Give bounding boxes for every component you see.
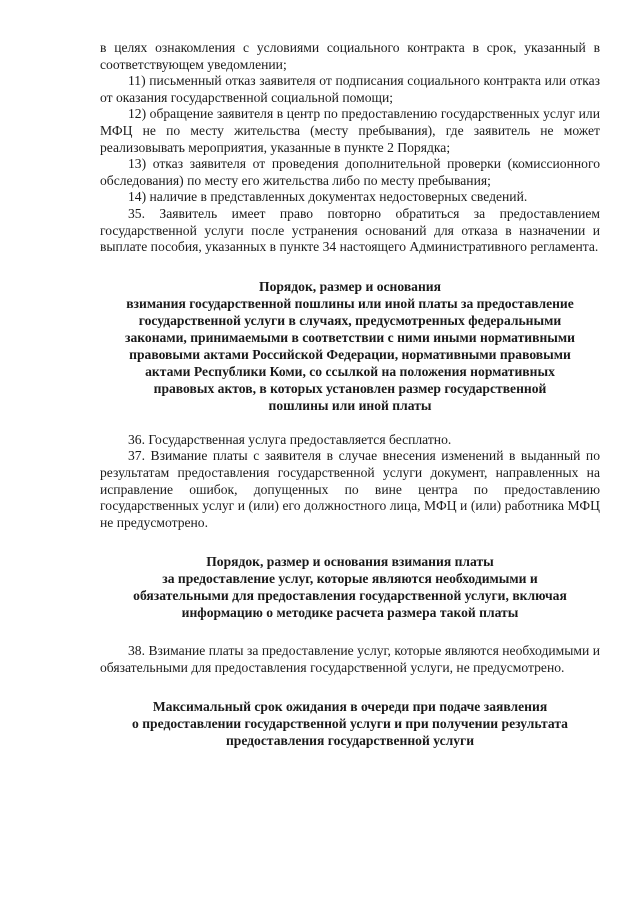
paragraph-35: 35. Заявитель имеет право повторно обратиться за предоставлением государственной услуги после устранения оснований для отказа в назначении и выплате пособия, указанных в пункте 34 настоящего Административного регламента. xyxy=(100,205,600,255)
heading-line: Максимальный срок ожидания в очереди при подаче заявления xyxy=(152,699,548,715)
heading-line: взимания государственной пошлины или иной платы за предоставление xyxy=(126,295,574,311)
heading-line: правовыми актами Российской Федерации, нормативными правовыми xyxy=(129,346,571,362)
list-item-13: 13) отказ заявителя от проведения дополнительной проверки (комиссионного обследования) по месту его жительства либо по месту пребывания; xyxy=(100,156,600,188)
heading-line: правовых актов, в которых установлен размер государственной xyxy=(153,380,547,396)
heading-line: Порядок, размер и основания взимания платы xyxy=(206,554,494,570)
list-item-12: 12) обращение заявителя в центр по предоставлению государственных услуг или МФЦ не по месту жительства (месту пребывания), где заявитель не может реализовывать мероприятия, указанные в пункте 2 Порядка; xyxy=(100,106,600,155)
paragraph-37: 37. Взимание платы с заявителя в случае внесения изменений в выданный по результатам предоставления государственной услуги документ, направленных на исправление ошибок, допущенных по вине центра по предоставлению государственных услуг и (или) его должностного лица, МФЦ и (или) работника МФЦ не предусмотрено. xyxy=(100,448,600,530)
heading-line: Порядок, размер и основания xyxy=(259,278,441,294)
heading-line: информацию о методике расчета размера такой платы xyxy=(181,605,519,621)
list-item-11: 11) письменный отказ заявителя от подписания социального контракта или отказ от оказания государственной социальной помощи; xyxy=(100,73,600,105)
paragraph-continuation: в целях ознакомления с условиями социального контракта в срок, указанный в соответствующем уведомлении; xyxy=(100,40,600,72)
list-item-14: 14) наличие в представленных документах недостоверных сведений. xyxy=(128,189,528,205)
heading-line: за предоставление услуг, которые являются необходимыми и xyxy=(162,571,538,587)
heading-line: государственной услуги в случаях, предусмотренных федеральными xyxy=(138,312,562,328)
document-page xyxy=(100,40,600,749)
paragraph-38: 38. Взимание платы за предоставление услуг, которые являются необходимыми и обязательными для предоставления государственной услуги, не предусмотрено. xyxy=(100,643,600,675)
heading-line: законами, принимаемыми в соответствии с ними иными нормативными xyxy=(124,329,575,345)
section-heading-queue-time xyxy=(100,698,600,749)
section-heading-service-fee xyxy=(100,553,600,621)
section-heading-state-fee xyxy=(100,278,600,414)
heading-line: обязательными для предоставления государственной услуги, включая xyxy=(133,588,567,604)
heading-line: актами Республики Коми, со ссылкой на положения нормативных xyxy=(145,363,555,379)
heading-line: о предоставлении государственной услуги и при получении результата xyxy=(132,716,568,732)
heading-line: пошлины или иной платы xyxy=(268,397,432,413)
heading-line: предоставления государственной услуги xyxy=(225,733,475,749)
paragraph-36: 36. Государственная услуга предоставляется бесплатно. xyxy=(128,431,452,447)
